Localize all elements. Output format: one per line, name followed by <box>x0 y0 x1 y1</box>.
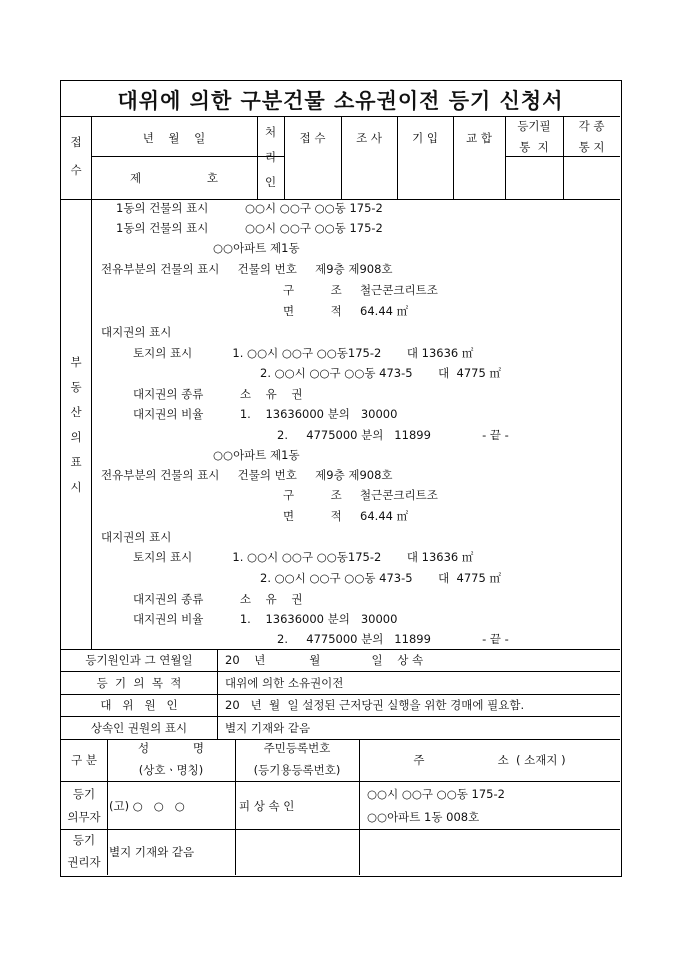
receipt-number: 제 호 <box>129 171 219 185</box>
obligor-id: 피 상 속 인 <box>239 799 295 813</box>
right-holder-label: 등기 <box>72 833 96 847</box>
property-line: 대지권의 종류 소 유 권 <box>133 387 303 401</box>
info-value-subrogation: 20 년 월 일 설정된 근저당권 실행을 위한 경매에 필요함. <box>225 698 525 712</box>
info-label-subrogation: 대 위 원 인 <box>100 698 178 712</box>
column-header: 등기필 <box>517 119 551 133</box>
receipt-label: 접 <box>70 135 82 149</box>
process-label: 처 <box>264 125 277 139</box>
parties-header-class: 구 분 <box>71 753 97 767</box>
process-label: 인 <box>264 175 277 189</box>
property-line: 면 적 64.44 ㎡ <box>283 304 409 318</box>
property-line: 구 조 철근콘크리트조 <box>283 283 438 297</box>
property-line: ○○아파트 제1동 <box>213 241 300 255</box>
process-label: 리 <box>264 150 277 164</box>
property-line: 2. 4775000 분의 11899 - 끝 - <box>277 632 509 646</box>
property-line: ○○아파트 제1동 <box>213 448 300 462</box>
property-line: 2. 4775000 분의 11899 - 끝 - <box>277 428 509 442</box>
property-line: 전유부분의 건물의 표시 건물의 번호 제9층 제908호 <box>101 262 393 276</box>
info-label-cause: 등기원인과 그 연월일 <box>85 653 193 667</box>
receipt-label: 수 <box>70 163 82 177</box>
column-header: 통 지 <box>578 140 605 154</box>
info-label-heir: 상속인 권원의 표시 <box>90 721 188 735</box>
parties-header-address: 주 소 ( 소재지 ) <box>413 753 566 767</box>
info-value-purpose: 대위에 의한 소유권이전 <box>225 676 344 690</box>
parties-header-name: 성 명 <box>137 741 205 755</box>
column-header: 각 종 <box>578 119 605 133</box>
column-header: 교 합 <box>466 131 492 145</box>
property-line: 토지의 표시 1. ○○시 ○○구 ○○동175-2 대 13636 ㎡ <box>133 550 474 564</box>
parties-header-id: 주민등록번호 <box>263 741 331 755</box>
property-line: 대지권의 비율 1. 13636000 분의 30000 <box>133 407 398 421</box>
column-header: 통 지 <box>519 140 549 154</box>
property-line: 1동의 건물의 표시 ○○시 ○○구 ○○동 175-2 <box>116 221 383 235</box>
property-line: 대지권의 표시 <box>101 325 172 339</box>
info-value-cause: 20 년 월 일 상 속 <box>225 653 424 667</box>
obligor-label: 의무자 <box>67 810 101 824</box>
parties-header-name: (상호ㆍ명칭) <box>138 763 204 777</box>
obligor-name: (고) ○ ○ ○ <box>109 799 185 813</box>
page-title: 대위에 의한 구분건물 소유권이전 등기 신청서 <box>117 88 564 113</box>
obligor-label: 등기 <box>72 787 96 801</box>
property-line: 대지권의 종류 소 유 권 <box>133 592 303 606</box>
property-side-label: 산 <box>70 405 82 419</box>
receipt-date: 년 월 일 <box>142 131 206 145</box>
obligor-address: ○○아파트 1동 008호 <box>367 810 480 824</box>
application-form <box>60 80 622 877</box>
property-line: 대지권의 표시 <box>101 530 172 544</box>
property-line: 2. ○○시 ○○구 ○○동 473-5 대 4775 ㎡ <box>260 571 501 585</box>
info-label-purpose: 등 기 의 목 적 <box>96 676 182 690</box>
right-holder-name: 별지 기재와 같음 <box>109 845 195 859</box>
property-line: 토지의 표시 1. ○○시 ○○구 ○○동175-2 대 13636 ㎡ <box>133 346 474 360</box>
property-side-label: 시 <box>70 480 82 494</box>
right-holder-label: 권리자 <box>67 855 101 869</box>
property-side-label: 동 <box>70 380 82 394</box>
parties-header-id: (등기용등록번호) <box>253 763 341 777</box>
column-header: 기 입 <box>412 131 438 145</box>
obligor-address: ○○시 ○○구 ○○동 175-2 <box>367 787 505 801</box>
column-header: 접 수 <box>299 131 326 145</box>
property-line: 면 적 64.44 ㎡ <box>283 509 409 523</box>
property-line: 1동의 건물의 표시 ○○시 ○○구 ○○동 175-2 <box>116 201 383 215</box>
property-side-label: 부 <box>70 355 82 369</box>
column-header: 조 사 <box>356 131 382 145</box>
property-line: 구 조 철근콘크리트조 <box>283 488 438 502</box>
property-line: 대지권의 비율 1. 13636000 분의 30000 <box>133 612 398 626</box>
info-value-heir: 별지 기재와 같음 <box>225 721 311 735</box>
property-side-label: 의 <box>70 430 82 444</box>
property-line: 전유부분의 건물의 표시 건물의 번호 제9층 제908호 <box>101 468 393 482</box>
property-side-label: 표 <box>70 455 82 469</box>
property-line: 2. ○○시 ○○구 ○○동 473-5 대 4775 ㎡ <box>260 366 501 380</box>
